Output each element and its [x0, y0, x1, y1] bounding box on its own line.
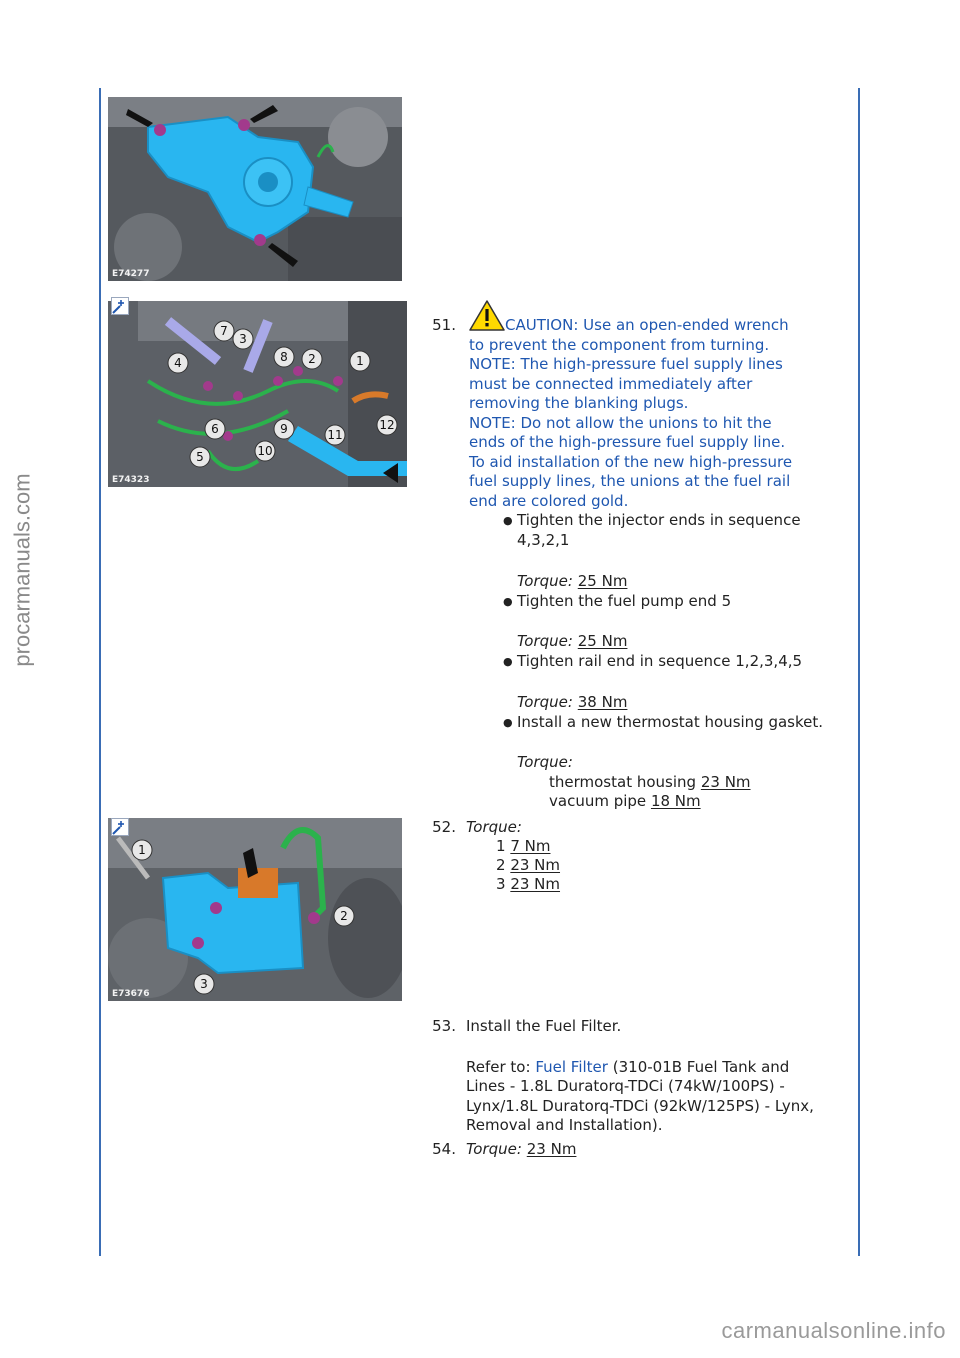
bullet-text: Install a new thermostat housing gasket.: [517, 713, 824, 731]
side-watermark: procarmanuals.com: [10, 473, 35, 667]
figure-code: E74277: [112, 269, 150, 279]
note-text: must be connected immediately after: [469, 375, 753, 393]
caution-text-cont: to prevent the component from turning.: [469, 336, 770, 354]
torque-row: [517, 632, 627, 652]
info-text: To aid installation of the new high-pressure: [469, 453, 793, 471]
callout-5: 5: [196, 450, 204, 464]
callout-11: 11: [327, 428, 343, 442]
bullet-dot: ●: [503, 655, 513, 668]
note-text: ends of the high-pressure fuel supply line.: [469, 433, 786, 451]
figure-code: E73676: [112, 989, 150, 999]
torque-item-number: 1: [496, 837, 506, 855]
refer-text: Lines - 1.8L Duratorq-TDCi (74kW/100PS) -: [466, 1077, 785, 1095]
caution-text: CAUTION: Use an open-ended wrench: [505, 316, 789, 334]
bullet-text: Tighten the injector ends in sequence: [517, 511, 801, 529]
refer-prefix: Refer to:: [466, 1058, 531, 1076]
callout-1: 1: [138, 843, 146, 857]
torque-row: [517, 693, 627, 713]
fuel-pump-bracket-illustration[interactable]: [108, 97, 402, 281]
torque-value[interactable]: 23 Nm: [510, 875, 561, 893]
note-text: removing the blanking plugs.: [469, 394, 689, 412]
torque-row: [496, 837, 550, 857]
note-text: NOTE: The high-pressure fuel supply lines: [469, 355, 783, 373]
bullet-dot: ●: [503, 595, 513, 608]
torque-row: [549, 773, 751, 793]
thermostat-housing-illustration[interactable]: [108, 818, 402, 1001]
bullet-dot: ●: [503, 716, 513, 729]
callout-8: 8: [280, 350, 288, 364]
torque-value[interactable]: 25 Nm: [577, 632, 628, 650]
warning-triangle-icon: [469, 300, 505, 331]
info-text: fuel supply lines, the unions at the fuel rail: [469, 472, 791, 490]
step-number: 54.: [432, 1140, 456, 1158]
info-text: end are colored gold.: [469, 492, 629, 510]
torque-value[interactable]: 7 Nm: [510, 837, 551, 855]
step-number: 53.: [432, 1017, 456, 1035]
torque-label: Torque:: [517, 693, 573, 711]
fuel-filter-link[interactable]: Fuel Filter: [535, 1058, 608, 1076]
step-number: 52.: [432, 818, 456, 836]
torque-value[interactable]: 23 Nm: [526, 1140, 577, 1158]
torque-item-number: 3: [496, 875, 506, 893]
refer-line: [466, 1058, 789, 1078]
bullet-dot: ●: [503, 514, 513, 527]
callout-10: 10: [257, 444, 273, 458]
torque-value[interactable]: 23 Nm: [700, 773, 751, 791]
torque-value[interactable]: 18 Nm: [650, 792, 701, 810]
torque-value[interactable]: 23 Nm: [510, 856, 561, 874]
torque-row: [549, 792, 701, 812]
bottom-watermark: carmanualsonline.info: [721, 1318, 946, 1343]
bullet-text: Tighten rail end in sequence 1,2,3,4,5: [517, 652, 803, 670]
torque-item-label: vacuum pipe: [549, 792, 647, 810]
callout-12: 12: [379, 418, 395, 432]
torque-label: Torque:: [466, 1140, 522, 1158]
callout-9: 9: [280, 422, 288, 436]
left-margin-rule: [99, 88, 101, 1256]
torque-row: [466, 1140, 576, 1160]
callout-3: 3: [239, 332, 247, 346]
torque-label: Torque:: [517, 632, 573, 650]
figure-code: E74323: [112, 475, 150, 485]
callout-2: 2: [308, 352, 316, 366]
step-number: 51.: [432, 316, 456, 334]
magnify-plus-icon[interactable]: [111, 818, 129, 836]
step-text: Install the Fuel Filter.: [466, 1017, 622, 1035]
callout-3: 3: [200, 977, 208, 991]
bullet-text: Tighten the fuel pump end 5: [517, 592, 732, 610]
bullet-text: 4,3,2,1: [517, 531, 570, 549]
callout-4: 4: [174, 356, 182, 370]
callout-6: 6: [211, 422, 219, 436]
refer-text: (310-01B Fuel Tank and: [612, 1058, 790, 1076]
torque-value[interactable]: 38 Nm: [577, 693, 628, 711]
torque-item-number: 2: [496, 856, 506, 874]
torque-row: [496, 856, 560, 876]
right-margin-rule: [858, 88, 860, 1256]
torque-label: Torque:: [517, 753, 573, 771]
torque-row: [496, 875, 560, 895]
torque-row: [517, 572, 627, 592]
note-text: NOTE: Do not allow the unions to hit the: [469, 414, 772, 432]
torque-value[interactable]: 25 Nm: [577, 572, 628, 590]
callout-7: 7: [220, 324, 228, 338]
torque-label: Torque:: [466, 818, 522, 836]
refer-text: Removal and Installation).: [466, 1116, 663, 1134]
fuel-lines-sequence-illustration[interactable]: [108, 301, 407, 487]
refer-text: Lynx/1.8L Duratorq-TDCi (92kW/125PS) - Lynx,: [466, 1097, 814, 1115]
callout-1: 1: [356, 354, 364, 368]
callout-2: 2: [340, 909, 348, 923]
torque-label: Torque:: [517, 572, 573, 590]
magnify-plus-icon[interactable]: [111, 297, 129, 315]
torque-item-label: thermostat housing: [549, 773, 697, 791]
